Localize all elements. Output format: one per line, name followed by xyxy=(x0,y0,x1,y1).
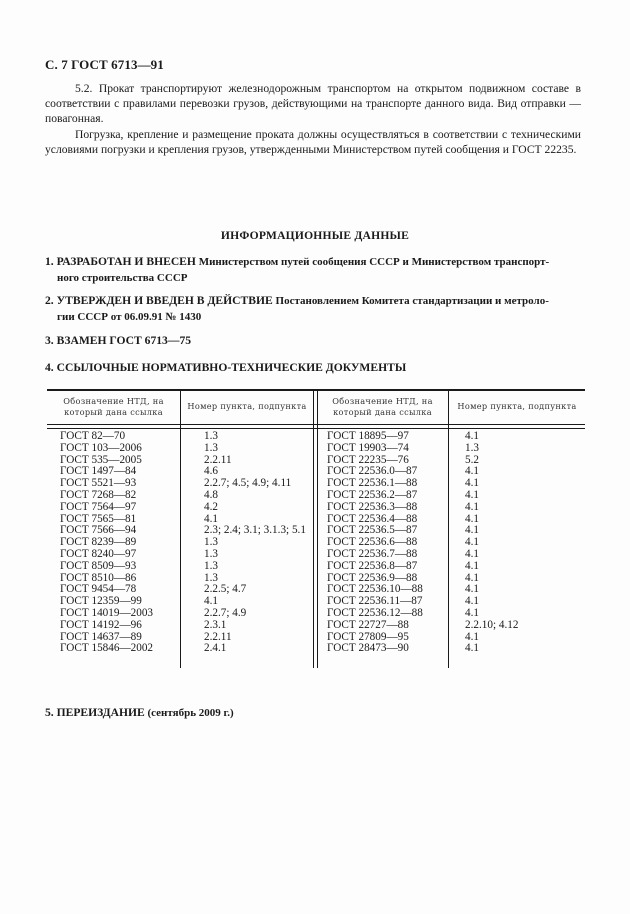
info-item-text-cont: ного строительства СССР xyxy=(57,271,188,284)
info-item-text: (сентябрь 2009 г.) xyxy=(144,707,234,719)
document-cell: ГОСТ 22536.4—88 xyxy=(327,512,418,525)
info-item-developed xyxy=(45,254,585,286)
paragraph-transport: 5.2. Прокат транспортируют железнодорожным транспортом на открытом подвижном составе в соответствии с правилами перевозки грузов, действующими на транспорте данного вида. Вид отправки — повагонная. xyxy=(45,82,581,126)
clause-cell: 4.1 xyxy=(465,547,479,560)
header-text: Обозначение НТД, на xyxy=(332,396,433,406)
paragraph-loading: Погрузка, крепление и размещение проката должны осуществляться в соответствии с техническими условиями погрузки и крепления грузов, утвержденными Министерством путей сообщения и ГОСТ 22235. xyxy=(45,127,581,156)
page-header: С. 7 ГОСТ 6713—91 xyxy=(45,57,164,72)
document-cell: ГОСТ 7564—97 xyxy=(60,500,137,513)
column-divider xyxy=(448,391,449,668)
header-text: который дана ссылка xyxy=(333,407,432,417)
header-clause-left: Номер пункта, подпункта xyxy=(187,401,307,411)
header-text: Обозначение НТД, на xyxy=(63,396,164,406)
document-cell: ГОСТ 27809—95 xyxy=(327,630,409,643)
clause-cell: 4.1 xyxy=(465,606,479,619)
clause-cell: 2.3.1 xyxy=(204,618,227,631)
clause-cell: 4.8 xyxy=(204,488,218,501)
header-clause-right: Номер пункта, подпункта xyxy=(457,401,577,411)
document-cell: ГОСТ 7268—82 xyxy=(60,488,137,501)
clause-cell: 4.1 xyxy=(465,536,479,549)
clause-cell: 1.3 xyxy=(204,547,218,560)
left-documents-column xyxy=(60,431,153,655)
document-cell: ГОСТ 9454—78 xyxy=(60,583,137,596)
info-item-text: Министерством путей сообщения СССР и Министерством транспорт- xyxy=(195,256,550,268)
clause-cell: 2.2.5; 4.7 xyxy=(204,583,247,596)
clause-cell: 2.3; 2.4; 3.1; 3.1.3; 5.1 xyxy=(204,524,306,537)
info-item-text: Постановлением Комитета стандартизации и метроло- xyxy=(272,295,549,307)
clause-cell: 4.1 xyxy=(465,559,479,572)
document-cell: ГОСТ 82—70 xyxy=(60,430,126,442)
clause-cell: 4.6 xyxy=(204,465,218,478)
clause-cell: 1.3 xyxy=(465,441,479,454)
clause-cell: 5.2 xyxy=(465,453,479,466)
info-section-title: ИНФОРМАЦИОННЫЕ ДАННЫЕ xyxy=(220,229,410,242)
document-cell: ГОСТ 1497—84 xyxy=(60,465,137,478)
clause-cell: 4.1 xyxy=(465,630,479,643)
clause-cell: 1.3 xyxy=(204,441,218,454)
clause-cell: 4.1 xyxy=(465,524,479,537)
document-cell: ГОСТ 8509—93 xyxy=(60,559,137,572)
document-cell: ГОСТ 8510—86 xyxy=(60,571,137,584)
document-cell: ГОСТ 22536.5—87 xyxy=(327,524,418,537)
document-cell: ГОСТ 22536.6—88 xyxy=(327,536,418,549)
document-cell: ГОСТ 22727—88 xyxy=(327,618,409,631)
clause-cell: 4.1 xyxy=(465,571,479,584)
clause-cell: 1.3 xyxy=(204,571,218,584)
clause-cell: 4.1 xyxy=(465,465,479,478)
document-cell: ГОСТ 14192—96 xyxy=(60,618,142,631)
clause-cell: 1.3 xyxy=(204,430,218,442)
document-cell: ГОСТ 22536.12—88 xyxy=(327,606,423,619)
document-cell: ГОСТ 22536.1—88 xyxy=(327,477,418,490)
document-cell: ГОСТ 22536.2—87 xyxy=(327,488,418,501)
clause-cell: 4.1 xyxy=(465,488,479,501)
document-cell: ГОСТ 14637—89 xyxy=(60,630,142,643)
document-cell: ГОСТ 535—2005 xyxy=(60,453,142,466)
info-item-lead: 1. РАЗРАБОТАН И ВНЕСЕН xyxy=(45,255,196,268)
document-cell: ГОСТ 22235—76 xyxy=(327,453,409,466)
header-text: который дана ссылка xyxy=(64,407,163,417)
clause-cell: 4.1 xyxy=(204,512,218,525)
info-item-lead: 5. ПЕРЕИЗДАНИЕ xyxy=(45,706,145,719)
document-cell: ГОСТ 12359—99 xyxy=(60,595,142,608)
right-clauses-column xyxy=(465,431,518,655)
right-documents-column xyxy=(327,431,423,655)
document-cell: ГОСТ 103—2006 xyxy=(60,441,142,454)
clause-cell: 4.1 xyxy=(465,595,479,608)
clause-cell: 4.1 xyxy=(204,595,218,608)
clause-cell: 4.1 xyxy=(465,512,479,525)
document-cell: ГОСТ 22536.0—87 xyxy=(327,465,418,478)
document-cell: ГОСТ 22536.7—88 xyxy=(327,547,418,560)
header-designation-left xyxy=(47,396,180,418)
left-clauses-column xyxy=(204,431,306,655)
clause-cell: 2.2.7; 4.5; 4.9; 4.11 xyxy=(204,477,292,490)
info-item-references xyxy=(45,360,585,376)
clause-cell: 4.2 xyxy=(204,500,218,513)
document-cell: ГОСТ 8239—89 xyxy=(60,536,137,549)
clause-cell: 4.1 xyxy=(465,642,479,655)
document-cell: ГОСТ 7566—94 xyxy=(60,524,137,537)
info-item-replaces xyxy=(45,333,585,349)
column-double-divider xyxy=(313,391,318,668)
section-5-2 xyxy=(45,81,581,157)
clause-cell: 4.1 xyxy=(465,583,479,596)
document-cell: ГОСТ 28473—90 xyxy=(327,642,409,655)
header-designation-right xyxy=(317,396,448,418)
clause-cell: 2.2.7; 4.9 xyxy=(204,606,247,619)
clause-cell: 2.2.10; 4.12 xyxy=(465,618,519,631)
clause-cell: 1.3 xyxy=(204,559,218,572)
clause-cell: 2.2.11 xyxy=(204,453,232,466)
info-item-approved xyxy=(45,293,585,325)
clause-cell: 1.3 xyxy=(204,536,218,549)
info-item-lead: 2. УТВЕРЖДЕН И ВВЕДЕН В ДЕЙСТВИЕ xyxy=(45,294,273,307)
clause-cell: 4.1 xyxy=(465,430,479,442)
document-cell: ГОСТ 18895—97 xyxy=(327,430,409,442)
document-cell: ГОСТ 8240—97 xyxy=(60,547,137,560)
clause-cell: 4.1 xyxy=(465,477,479,490)
document-cell: ГОСТ 7565—81 xyxy=(60,512,137,525)
info-item-lead: 3. ВЗАМЕН ГОСТ 6713—75 xyxy=(45,334,192,347)
document-cell: ГОСТ 22536.8—87 xyxy=(327,559,418,572)
document-cell: ГОСТ 22536.3—88 xyxy=(327,500,418,513)
document-cell: ГОСТ 22536.9—88 xyxy=(327,571,418,584)
document-cell: ГОСТ 22536.11—87 xyxy=(327,595,423,608)
info-item-lead: 4. ССЫЛОЧНЫЕ НОРМАТИВНО-ТЕХНИЧЕСКИЕ ДОКУМЕНТЫ xyxy=(45,361,407,374)
reference-documents-table xyxy=(47,389,585,668)
clause-cell: 2.2.11 xyxy=(204,630,232,643)
column-divider xyxy=(180,391,181,668)
document-cell: ГОСТ 15846—2002 xyxy=(60,642,154,655)
document-cell: ГОСТ 19903—74 xyxy=(327,441,409,454)
clause-cell: 2.4.1 xyxy=(204,642,227,655)
document-cell: ГОСТ 14019—2003 xyxy=(60,606,154,619)
document-cell: ГОСТ 22536.10—88 xyxy=(327,583,423,596)
clause-cell: 4.1 xyxy=(465,500,479,513)
info-item-text-cont: гии СССР от 06.09.91 № 1430 xyxy=(57,310,202,323)
info-item-reissue xyxy=(45,705,585,722)
document-cell: ГОСТ 5521—93 xyxy=(60,477,137,490)
